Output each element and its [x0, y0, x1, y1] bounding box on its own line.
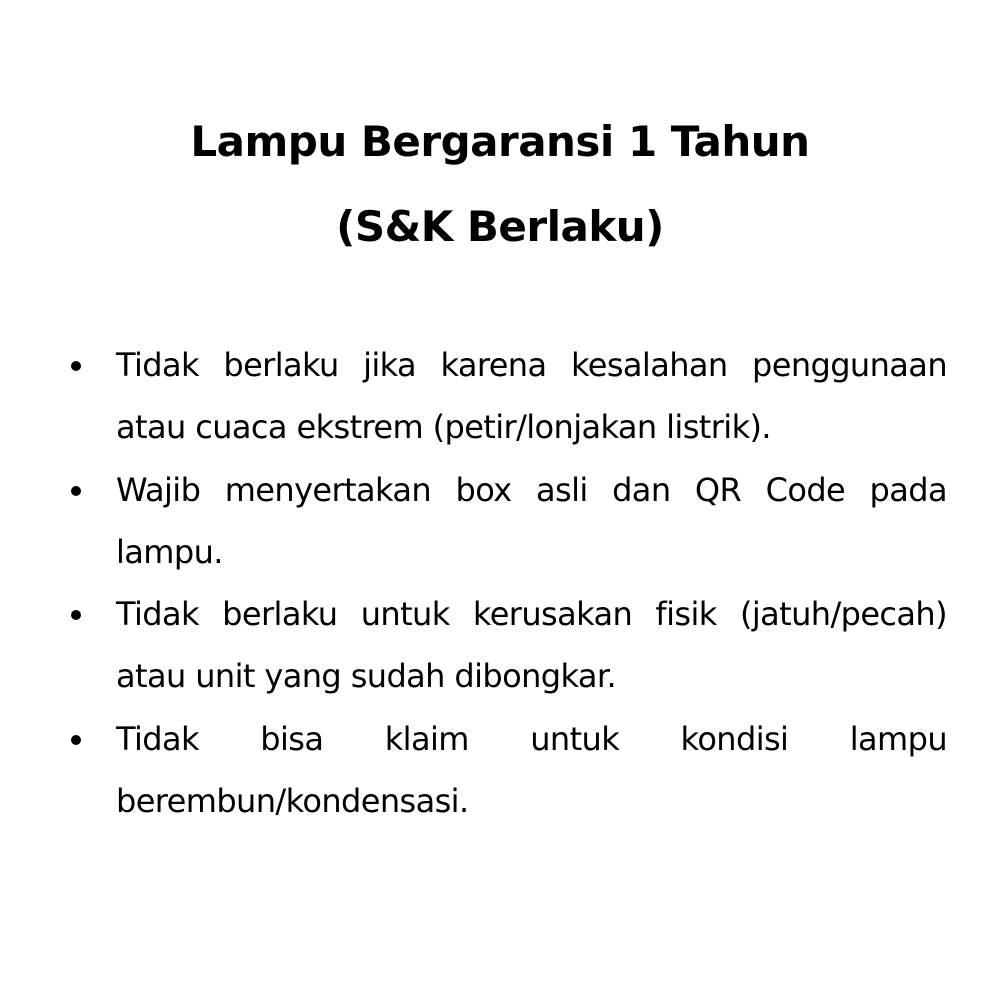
term-item-misuse: [116, 334, 947, 459]
bullet-icon: [71, 361, 81, 371]
bullet-icon: [71, 486, 81, 496]
term-item-physical-damage: [116, 583, 947, 708]
term-text: Wajib menyertakan box asli dan QR Code pada lampu.: [116, 470, 947, 571]
term-text: Tidak berlaku jika karena kesalahan penggunaan atau cuaca ekstrem (petir/lonjakan listrik).: [116, 346, 947, 447]
term-text: Tidak bisa klaim untuk kondisi lampu berembun/kondensasi.: [116, 719, 947, 821]
term-item-box-qr: [116, 459, 947, 584]
page-title-line-2: (S&K Berlaku): [336, 202, 664, 251]
bullet-icon: [71, 610, 81, 620]
bullet-icon: [71, 735, 81, 745]
page-title-line-1: Lampu Bergaransi 1 Tahun: [190, 117, 810, 166]
terms-list: [116, 334, 947, 832]
term-item-condensation: [116, 708, 947, 833]
term-text: Tidak berlaku untuk kerusakan fisik (jatuh/pecah) atau unit yang sudah dibongkar.: [116, 595, 947, 696]
